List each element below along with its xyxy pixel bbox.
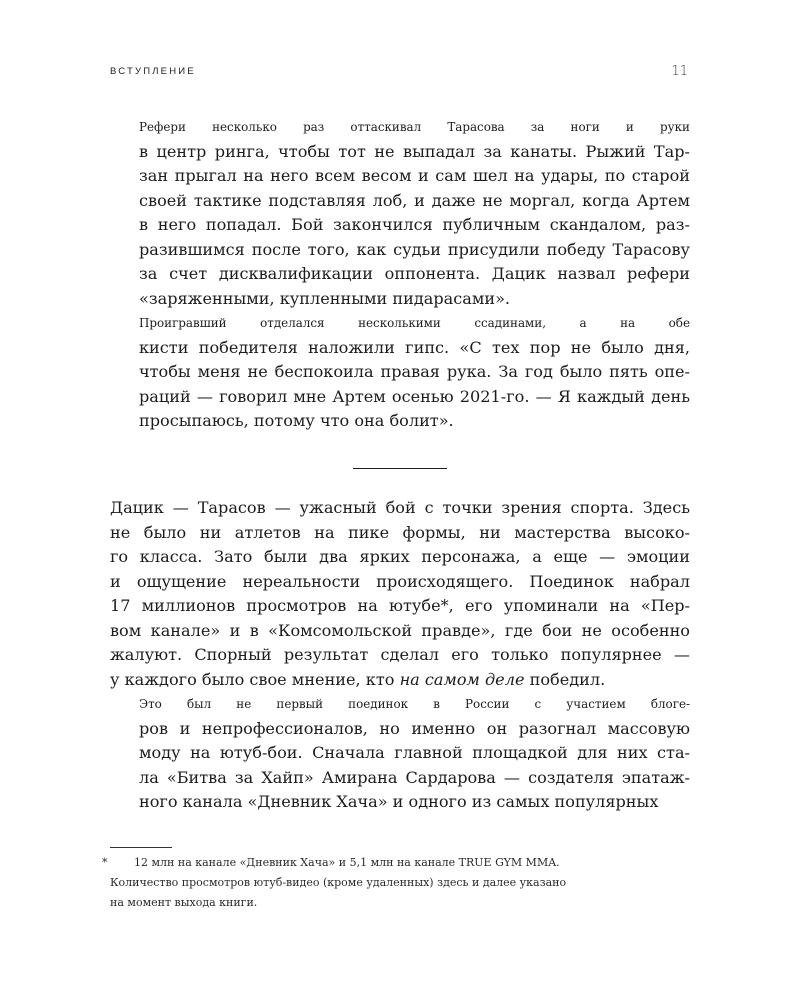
footnote-line: на момент выхода книги. [110, 896, 258, 909]
text-line: 17 миллионов просмотров на ютубе*, его упоминали на «Пер- [110, 596, 690, 615]
text-line: разившимся после того, как судьи присудили победу Тарасову [139, 239, 690, 259]
text-line: в него попадал. Бой закончился публичным скандалом, раз- [139, 215, 690, 234]
section-divider [353, 468, 447, 469]
text-line: просыпаюсь, потому что она болит». [139, 411, 454, 430]
text-line: своей тактике подставляя лоб, и даже не моргал, когда Артем [139, 190, 690, 210]
text-line: в центр ринга, чтобы тот не выпадал за канаты. Рыжий Тар- [139, 141, 690, 161]
text-segment: у каждого было свое мнение, кто [110, 669, 400, 689]
text-line: зан прыгал на него всем весом и сам шел на удары, по старой [139, 166, 690, 185]
paragraph [110, 311, 690, 434]
text-block-bottom [110, 496, 690, 815]
footnote [102, 853, 670, 913]
page-number: 11 [671, 64, 688, 79]
text-line: раций — говорил мне Артем осенью 2021-го. — Я каждый день [139, 386, 690, 406]
text-line: «заряженными, купленными пидарасами». [139, 288, 511, 308]
text-line: Это был не первый поединок в России с участием блоге- [139, 697, 690, 711]
text-line: Дацик — Тарасов — ужасный бой с точки зрения спорта. Здесь [110, 498, 690, 517]
text-line: и ощущение нереальности происходящего. Поединок набрал [110, 571, 690, 591]
text-line: ла «Битва за Хайп» Амирана Сардарова — создателя эпатаж- [139, 767, 690, 787]
text-line: Проигравший отделался несколькими ссадинами, а на обе [139, 316, 690, 330]
footnote-mark: * [102, 856, 108, 869]
text-segment: победил. [524, 669, 606, 689]
text-line: ров и непрофессионалов, но именно он разогнал массовую [139, 718, 690, 738]
italic-emphasis: на самом деле [399, 669, 525, 689]
text-line: Рефери несколько раз оттаскивал Тарасова за ноги и руки [139, 120, 690, 134]
paragraph [110, 496, 690, 692]
text-line: вом канале» и в «Комсомольской правде», где бои не особенно [110, 620, 690, 640]
text-line: жалуют. Спорный результат сделал его только популярнее — [110, 645, 690, 664]
footnote-body [110, 853, 670, 913]
footnote-line: Количество просмотров ютуб-видео (кроме удаленных) здесь и далее указано [110, 876, 567, 889]
running-head: ВСТУПЛЕНИЕ [110, 66, 196, 77]
footnote-rule [110, 847, 172, 848]
text-line: го класса. Зато были два ярких персонажа, а еще — эмоции [110, 547, 690, 566]
text-line: за счет дисквалификации оппонента. Дацик назвал рефери [139, 264, 690, 283]
text-line: кисти победителя наложили гипс. «С тех пор не было дня, [139, 337, 690, 357]
paragraph [110, 692, 690, 815]
text-line: ного канала «Дневник Хача» и одного из самых популярных [139, 792, 659, 811]
text-line: моду на ютуб-бои. Сначала главной площадкой для них ста- [139, 743, 690, 762]
page-header [110, 64, 690, 84]
text-line: не было ни атлетов на пике формы, ни мастерства высоко- [110, 522, 690, 542]
text-line: чтобы меня не беспокоила правая рука. За год было пять опе- [139, 362, 690, 381]
paragraph [110, 115, 690, 311]
text-block-top [110, 115, 690, 434]
text-line [110, 668, 690, 693]
footnote-line: 12 млн на канале «Дневник Хача» и 5,1 млн на канале TRUE GYM MMA. [134, 856, 560, 869]
